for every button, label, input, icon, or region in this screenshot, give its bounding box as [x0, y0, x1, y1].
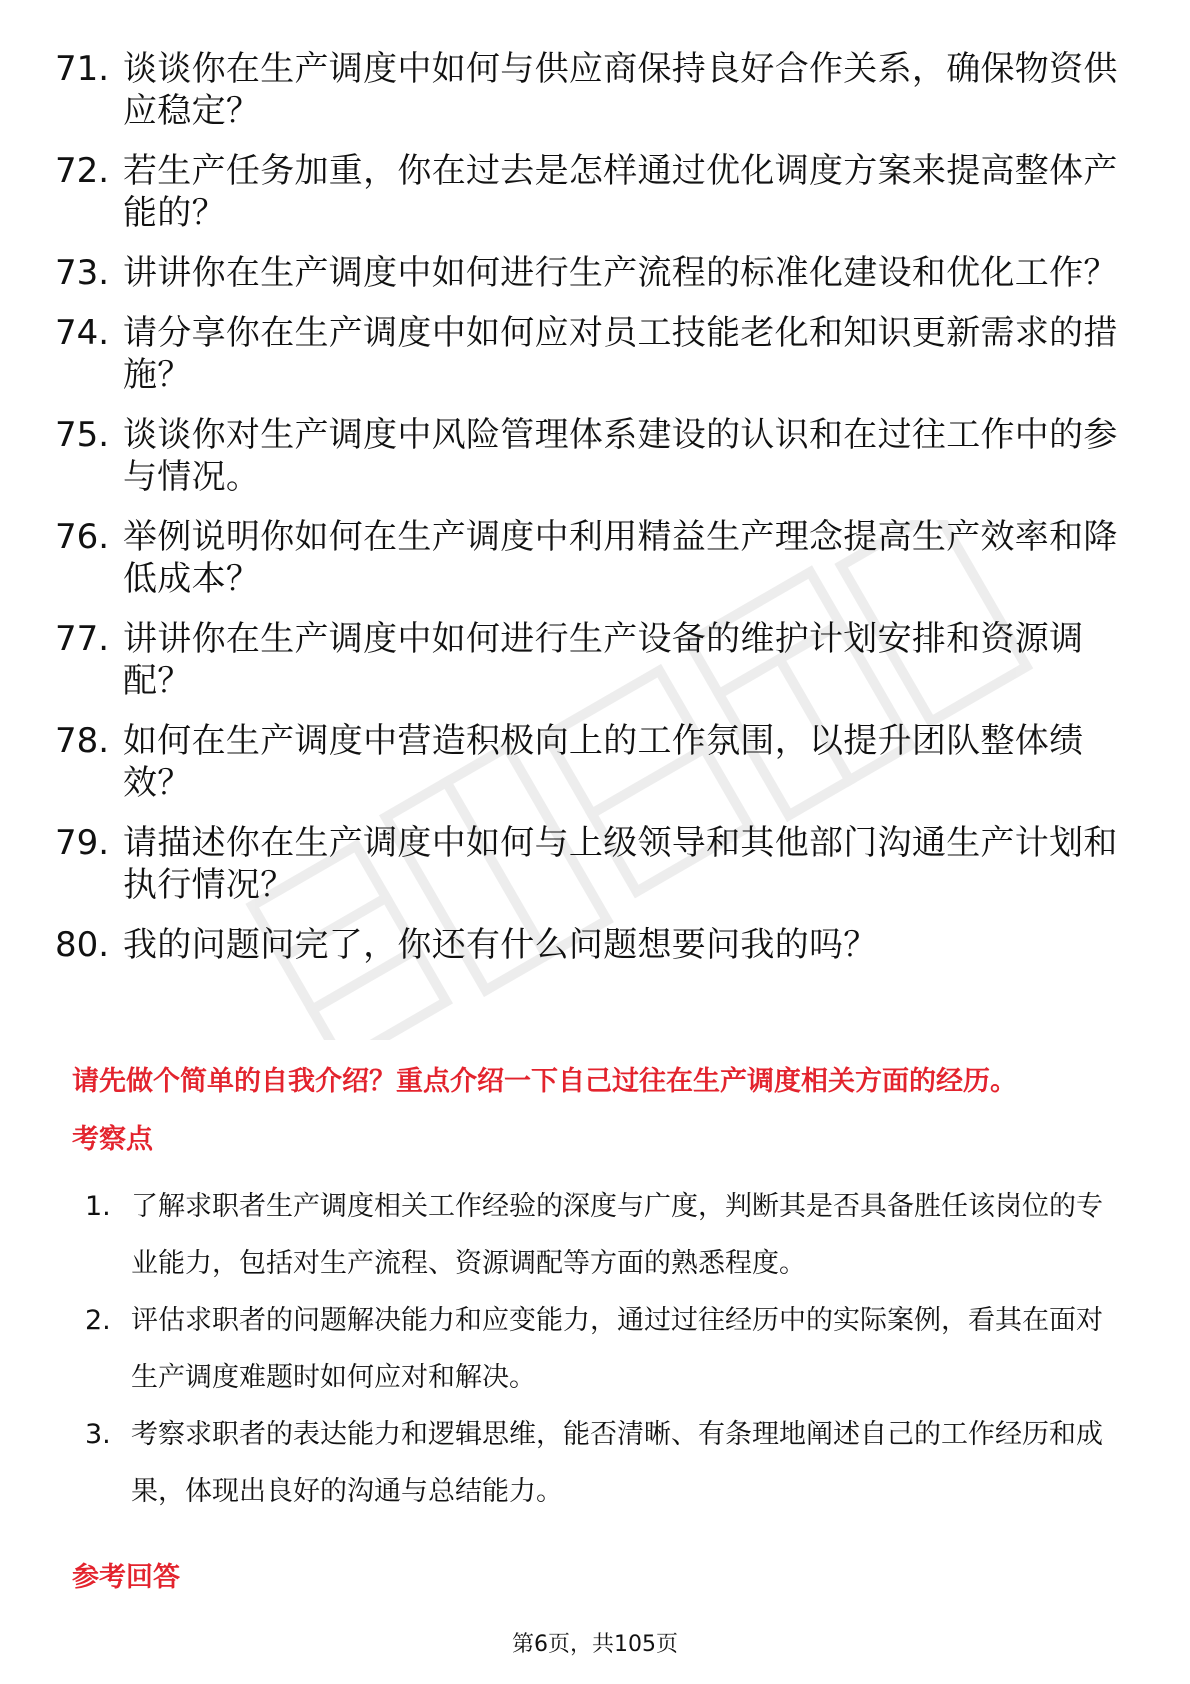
- list-item: [55, 312, 1135, 396]
- list-item: [55, 252, 1135, 294]
- question-text: 讲讲你在生产调度中如何进行生产设备的维护计划安排和资源调配？: [123, 619, 1084, 701]
- list-item: [85, 1292, 1125, 1406]
- question-number: 78.: [55, 721, 110, 761]
- question-text: 讲讲你在生产调度中如何进行生产流程的标准化建设和优化工作？: [123, 253, 1118, 293]
- list-item: [85, 1178, 1125, 1292]
- question-text: 谈谈你对生产调度中风险管理体系建设的认识和在过往工作中的参与情况。: [123, 415, 1118, 497]
- question-text: 若生产任务加重，你在过去是怎样通过优化调度方案来提高整体产能的？: [123, 151, 1118, 233]
- question-number: 72.: [55, 151, 110, 191]
- question-text: 请分享你在生产调度中如何应对员工技能老化和知识更新需求的措施？: [123, 313, 1118, 395]
- question-text: 我的问题问完了，你还有什么问题想要问我的吗？: [123, 925, 878, 965]
- question-text: 谈谈你在生产调度中如何与供应商保持良好合作关系，确保物资供应稳定？: [123, 49, 1118, 131]
- point-text: 评估求职者的问题解决能力和应变能力，通过过往经历中的实际案例，看其在面对生产调度难题时如何应对和解决。: [131, 1305, 1103, 1393]
- list-item: [55, 516, 1135, 600]
- list-item: [55, 924, 1135, 966]
- question-number: 71.: [55, 49, 110, 89]
- question-number: 73.: [55, 253, 110, 293]
- question-text: 举例说明你如何在生产调度中利用精益生产理念提高生产效率和降低成本？: [123, 517, 1118, 599]
- question-number: 74.: [55, 313, 110, 353]
- question-number: 76.: [55, 517, 110, 557]
- point-text: 考察求职者的表达能力和逻辑思维，能否清晰、有条理地阐述自己的工作经历和成果，体现出良好的沟通与总结能力。: [131, 1419, 1103, 1507]
- points-heading: 考察点: [72, 1124, 153, 1155]
- list-item: [55, 48, 1135, 132]
- question-number: 80.: [55, 925, 110, 965]
- list-item: [55, 618, 1135, 702]
- list-item: [55, 822, 1135, 906]
- point-number: 1.: [85, 1191, 111, 1222]
- question-list: [55, 48, 1135, 984]
- answer-heading: 参考回答: [72, 1562, 180, 1593]
- list-item: [55, 150, 1135, 234]
- question-number: 79.: [55, 823, 110, 863]
- question-number: 75.: [55, 415, 110, 455]
- question-number: 77.: [55, 619, 110, 659]
- list-item: [55, 414, 1135, 498]
- list-item: [55, 720, 1135, 804]
- point-text: 了解求职者生产调度相关工作经验的深度与广度，判断其是否具备胜任该岗位的专业能力，包括对生产流程、资源调配等方面的熟悉程度。: [131, 1191, 1103, 1279]
- points-list: [85, 1178, 1125, 1520]
- question-text: 如何在生产调度中营造积极向上的工作氛围，以提升团队整体绩效？: [123, 721, 1084, 803]
- featured-question-title: 请先做个简单的自我介绍？重点介绍一下自己过往在生产调度相关方面的经历。: [72, 1066, 1017, 1097]
- list-item: [85, 1406, 1125, 1520]
- question-text: 请描述你在生产调度中如何与上级领导和其他部门沟通生产计划和执行情况？: [123, 823, 1118, 905]
- point-number: 2.: [85, 1305, 111, 1336]
- page-footer: 第6页，共105页: [512, 1632, 678, 1657]
- point-number: 3.: [85, 1419, 111, 1450]
